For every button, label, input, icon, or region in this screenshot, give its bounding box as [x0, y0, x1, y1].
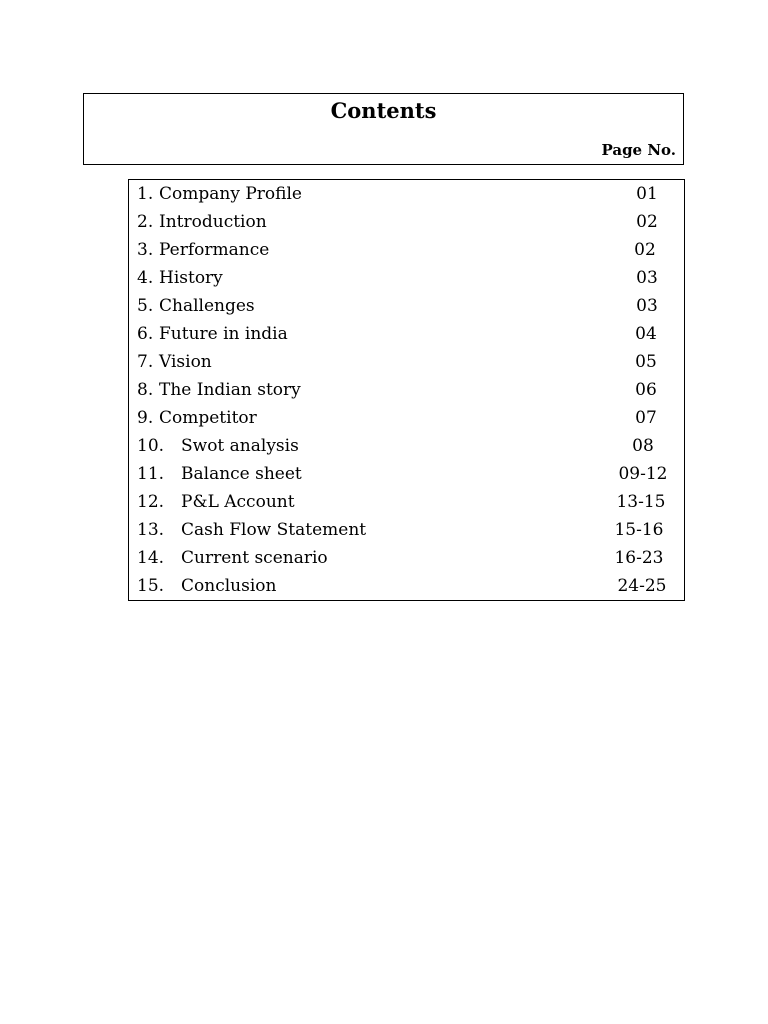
toc-entry-page: 16-23 [614, 548, 664, 568]
toc-entry-title: Current scenario [181, 548, 328, 568]
toc-entry [129, 488, 684, 516]
toc-entry-number: 7. [137, 352, 154, 372]
toc-entry [129, 348, 684, 376]
toc-entry-number: 14. [137, 548, 165, 568]
toc-entry [129, 208, 684, 236]
toc-entry-page: 06 [635, 380, 657, 400]
toc-entry [129, 236, 684, 264]
toc-entry-page: 08 [632, 436, 654, 456]
toc-entry [129, 516, 684, 544]
toc-entry [129, 292, 684, 320]
toc-entry-page: 01 [636, 184, 658, 204]
toc-list [129, 180, 684, 600]
toc-entry-number: 3. [137, 240, 154, 260]
toc-entry-page: 02 [634, 240, 656, 260]
toc-entry-title: P&L Account [181, 492, 295, 512]
toc-entry-page: 04 [635, 324, 657, 344]
toc-entry-number: 1. [137, 184, 154, 204]
toc-entry [129, 432, 684, 460]
toc-entry-number: 4. [137, 268, 154, 288]
toc-entry-page: 02 [636, 212, 658, 232]
toc-entry-title: History [159, 268, 223, 288]
toc-entry [129, 572, 684, 600]
toc-entry-number: 8. [137, 380, 154, 400]
toc-entry [129, 180, 684, 208]
toc-entry-title: Introduction [159, 212, 267, 232]
toc-entry-number: 2. [137, 212, 154, 232]
toc-entry [129, 544, 684, 572]
table-of-contents [128, 179, 685, 601]
toc-entry-number: 6. [137, 324, 154, 344]
page-title: Contents [330, 98, 437, 123]
contents-header-box [83, 93, 684, 165]
toc-entry [129, 264, 684, 292]
toc-entry-title: Competitor [159, 408, 257, 428]
toc-entry [129, 376, 684, 404]
toc-entry-number: 13. [137, 520, 165, 540]
toc-entry-number: 5. [137, 296, 154, 316]
toc-entry [129, 320, 684, 348]
toc-entry-page: 24-25 [617, 576, 667, 596]
toc-entry-number: 12. [137, 492, 165, 512]
toc-entry-number: 9. [137, 408, 154, 428]
toc-entry-page: 15-16 [614, 520, 664, 540]
toc-entry-title: Future in india [159, 324, 288, 344]
toc-entry-page: 03 [636, 296, 658, 316]
toc-entry-number: 10. [137, 436, 165, 456]
toc-entry-title: Swot analysis [181, 436, 299, 456]
toc-entry-page: 03 [636, 268, 658, 288]
toc-entry-title: Challenges [159, 296, 255, 316]
toc-entry-title: Balance sheet [181, 464, 302, 484]
toc-entry-page: 05 [635, 352, 657, 372]
toc-entry-title: Vision [159, 352, 212, 372]
toc-entry-title: Company Profile [159, 184, 302, 204]
toc-entry-page: 09-12 [618, 464, 668, 484]
toc-entry [129, 460, 684, 488]
toc-entry-title: The Indian story [159, 380, 301, 400]
toc-entry [129, 404, 684, 432]
toc-entry-title: Cash Flow Statement [181, 520, 367, 540]
toc-entry-page: 13-15 [616, 492, 666, 512]
toc-entry-title: Performance [159, 240, 270, 260]
page-no-label: Page No. [601, 141, 676, 159]
toc-entry-number: 15. [137, 576, 165, 596]
toc-entry-number: 11. [137, 464, 165, 484]
toc-entry-page: 07 [635, 408, 657, 428]
toc-entry-title: Conclusion [181, 576, 277, 596]
